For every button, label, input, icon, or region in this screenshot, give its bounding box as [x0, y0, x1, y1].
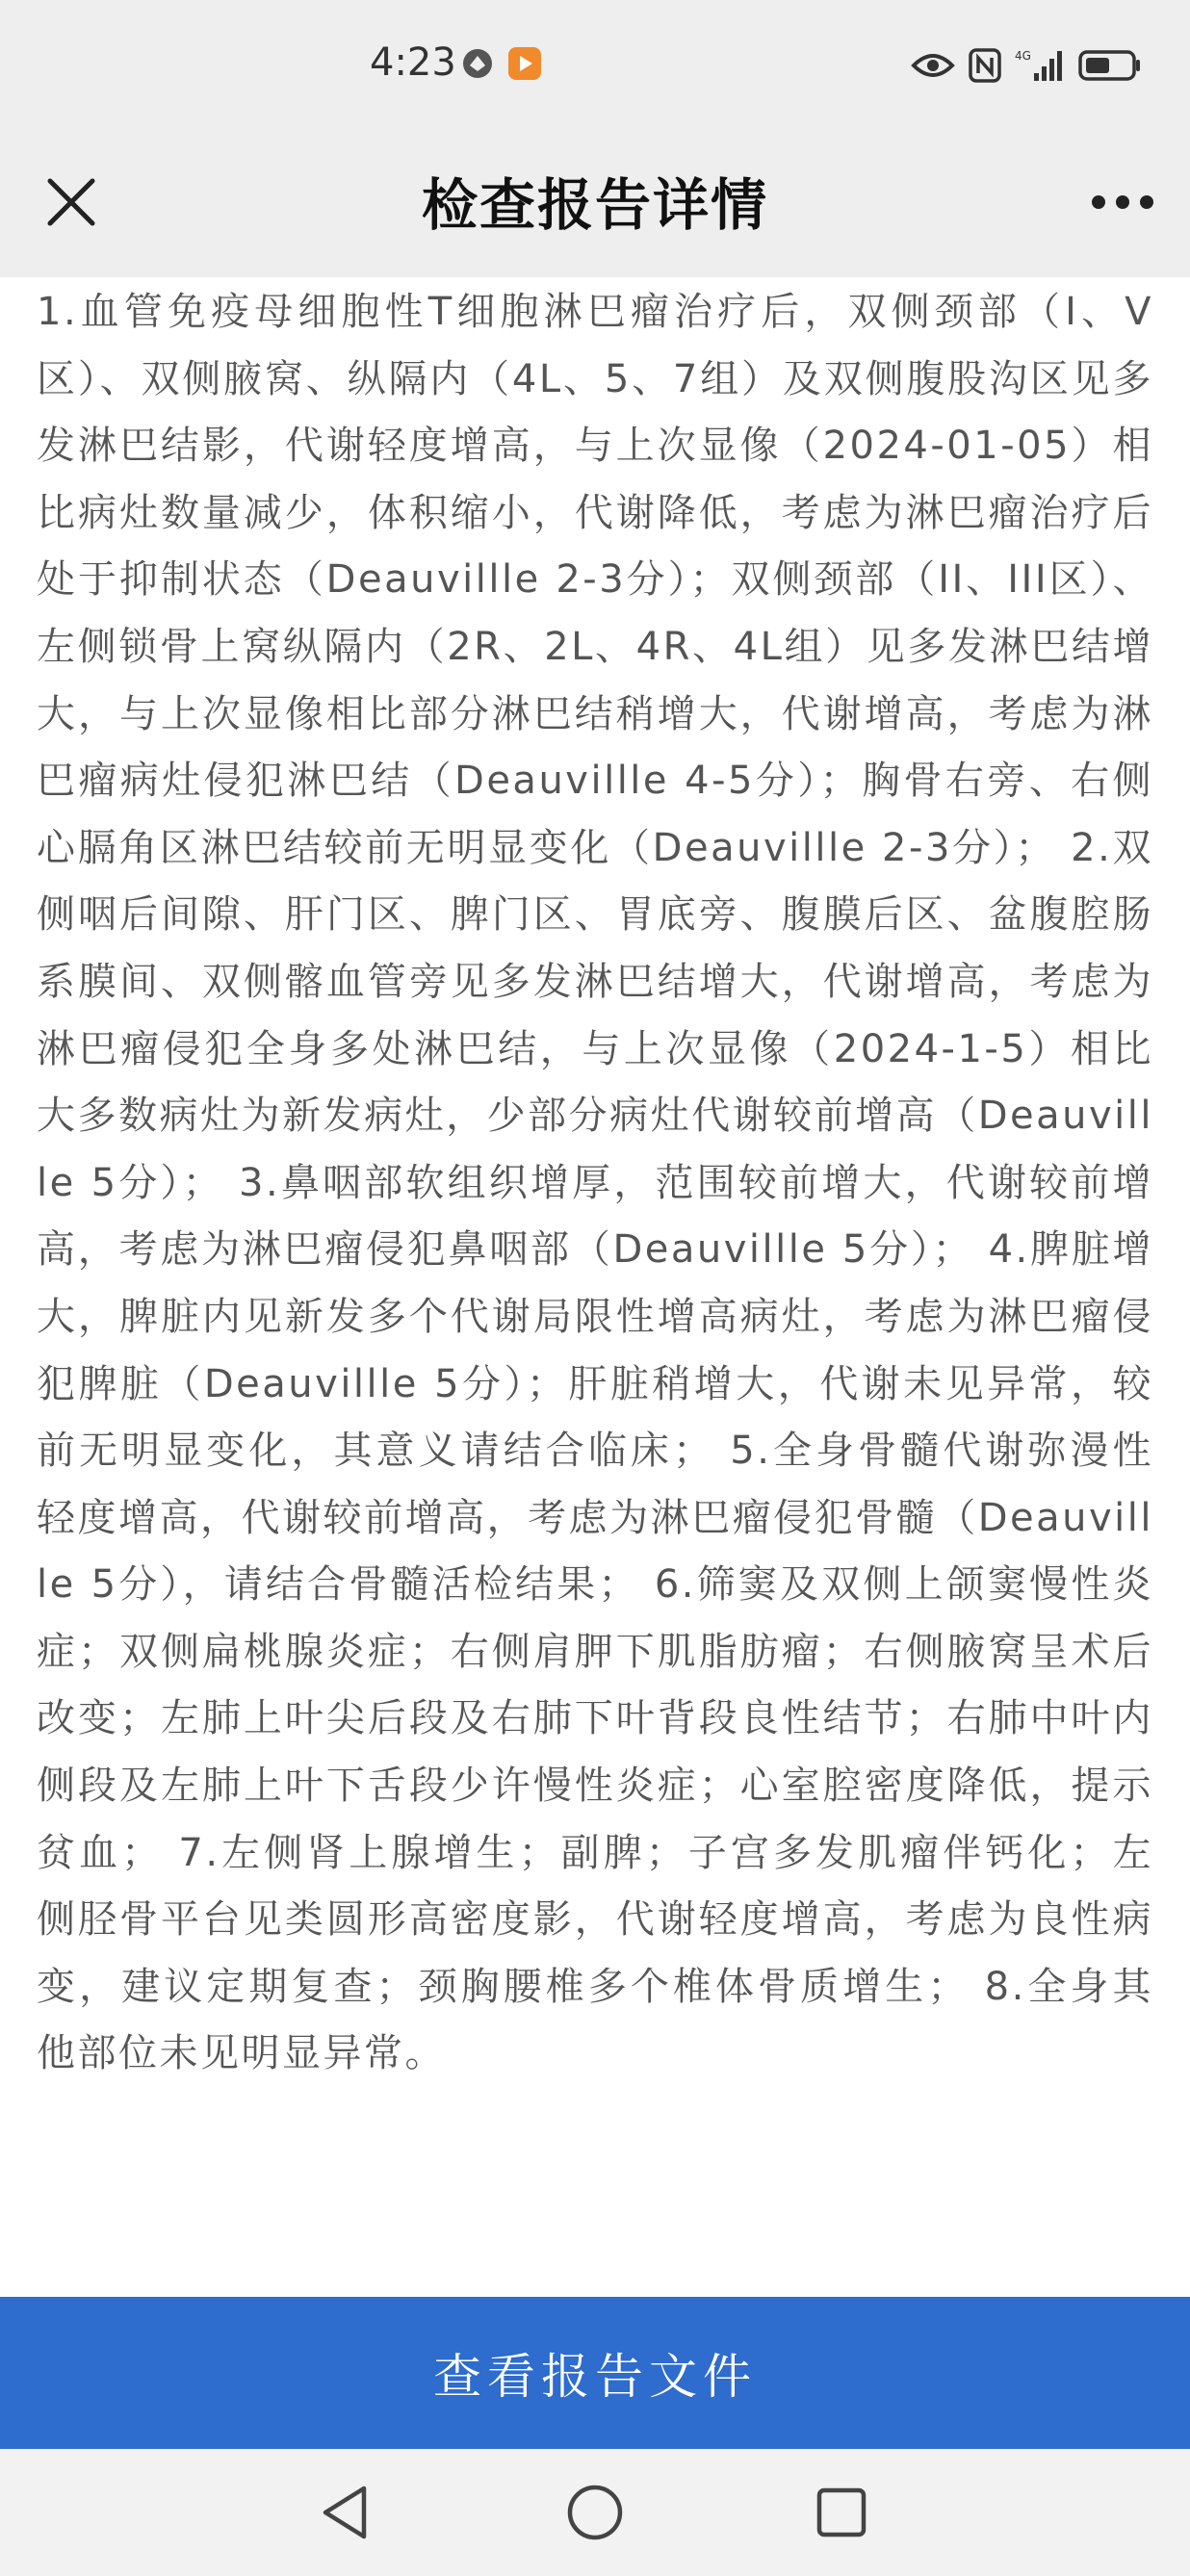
- eye-icon: [911, 50, 955, 81]
- status-bar: [0, 0, 1190, 135]
- status-right-icons: [911, 44, 1142, 87]
- header: [0, 135, 1190, 277]
- status-time: 4:23: [370, 40, 456, 85]
- navigation-bar: [0, 2449, 1190, 2576]
- recents-button[interactable]: [805, 2476, 878, 2549]
- home-button[interactable]: [558, 2476, 632, 2549]
- page-title: 检查报告详情: [421, 172, 768, 238]
- report-content[interactable]: [37, 279, 1153, 2291]
- home-circle-icon: [565, 2483, 625, 2542]
- recents-square-icon: [815, 2486, 868, 2539]
- report-text: 1.血管免疫母细胞性T细胞淋巴瘤治疗后，双侧颈部（I、V区）、双侧腋窝、纵隔内（4L、5、7组）及双侧腹股沟区见多发淋巴结影，代谢轻度增高，与上次显像（2024-01-05）相比病灶数量减少，体积缩小，代谢降低，考虑为淋巴瘤治疗后处于抑制状态（Deauvillle 2-3分）；双侧颈部（II、III区）、左侧锁骨上窝纵隔内（2R、2L、4R、4L组）见多发淋巴结增大，与上次显像相比部分淋巴结稍增大，代谢增高，考虑为淋巴瘤病灶侵犯淋巴结（Deauvillle 4-5分）；胸骨右旁、右侧心膈角区淋巴结较前无明显变化（Deauvillle 2-3分）； 2.双侧咽后间隙、肝门区、脾门区、胃底旁、腹膜后区、盆腹腔肠系膜间、双侧髂血管旁见多发淋巴结增大，代谢增高，考虑为淋巴瘤侵犯全身多处淋巴结，与上次显像（2024-1-5）相比大多数病灶为新发病灶，少部分病灶代谢较前增高（Deauvillle 5分）； 3.鼻咽部软组织增厚，范围较前增大，代谢较前增高，考虑为淋巴瘤侵犯鼻咽部（Deauvillle 5分）； 4.脾脏增大，脾脏内见新发多个代谢局限性增高病灶，考虑为淋巴瘤侵犯脾脏（Deauvillle 5分）；肝脏稍增大，代谢未见异常，较前无明显变化，其意义请结合临床； 5.全身骨髓代谢弥漫性轻度增高，代谢较前增高，考虑为淋巴瘤侵犯骨髓（Deauvillle 5分），请结合骨髓活检结果； 6.筛窦及双侧上颌窦慢性炎症；双侧扁桃腺炎症；右侧肩胛下肌脂肪瘤；右侧腋窝呈术后改变；左肺上叶尖后段及右肺下叶背段良性结节；右肺中叶内侧段及左肺上叶下舌段少许慢性炎症；心室腔密度降低，提示贫血； 7.左侧肾上腺增生；副脾；子宫多发肌瘤伴钙化；左侧胫骨平台见类圆形高密度影，代谢轻度增高，考虑为良性病变，建议定期复查；颈胸腰椎多个椎体骨质增生； 8.全身其他部位未见明显异常。: [37, 290, 1153, 2076]
- back-button[interactable]: [308, 2476, 381, 2549]
- signal-4g-icon: [1015, 48, 1065, 83]
- video-app-icon: [506, 45, 543, 86]
- app-notification-icon: [460, 46, 495, 85]
- status-left-icons: [460, 44, 543, 87]
- back-triangle-icon: [318, 2483, 372, 2542]
- view-report-file-button[interactable]: 查看报告文件: [0, 2297, 1190, 2449]
- nfc-icon: [969, 48, 1001, 83]
- more-options-button[interactable]: [1080, 164, 1165, 241]
- svg-text:4G: 4G: [1015, 49, 1031, 63]
- battery-icon: [1078, 48, 1142, 83]
- more-options-icon: [1089, 193, 1156, 212]
